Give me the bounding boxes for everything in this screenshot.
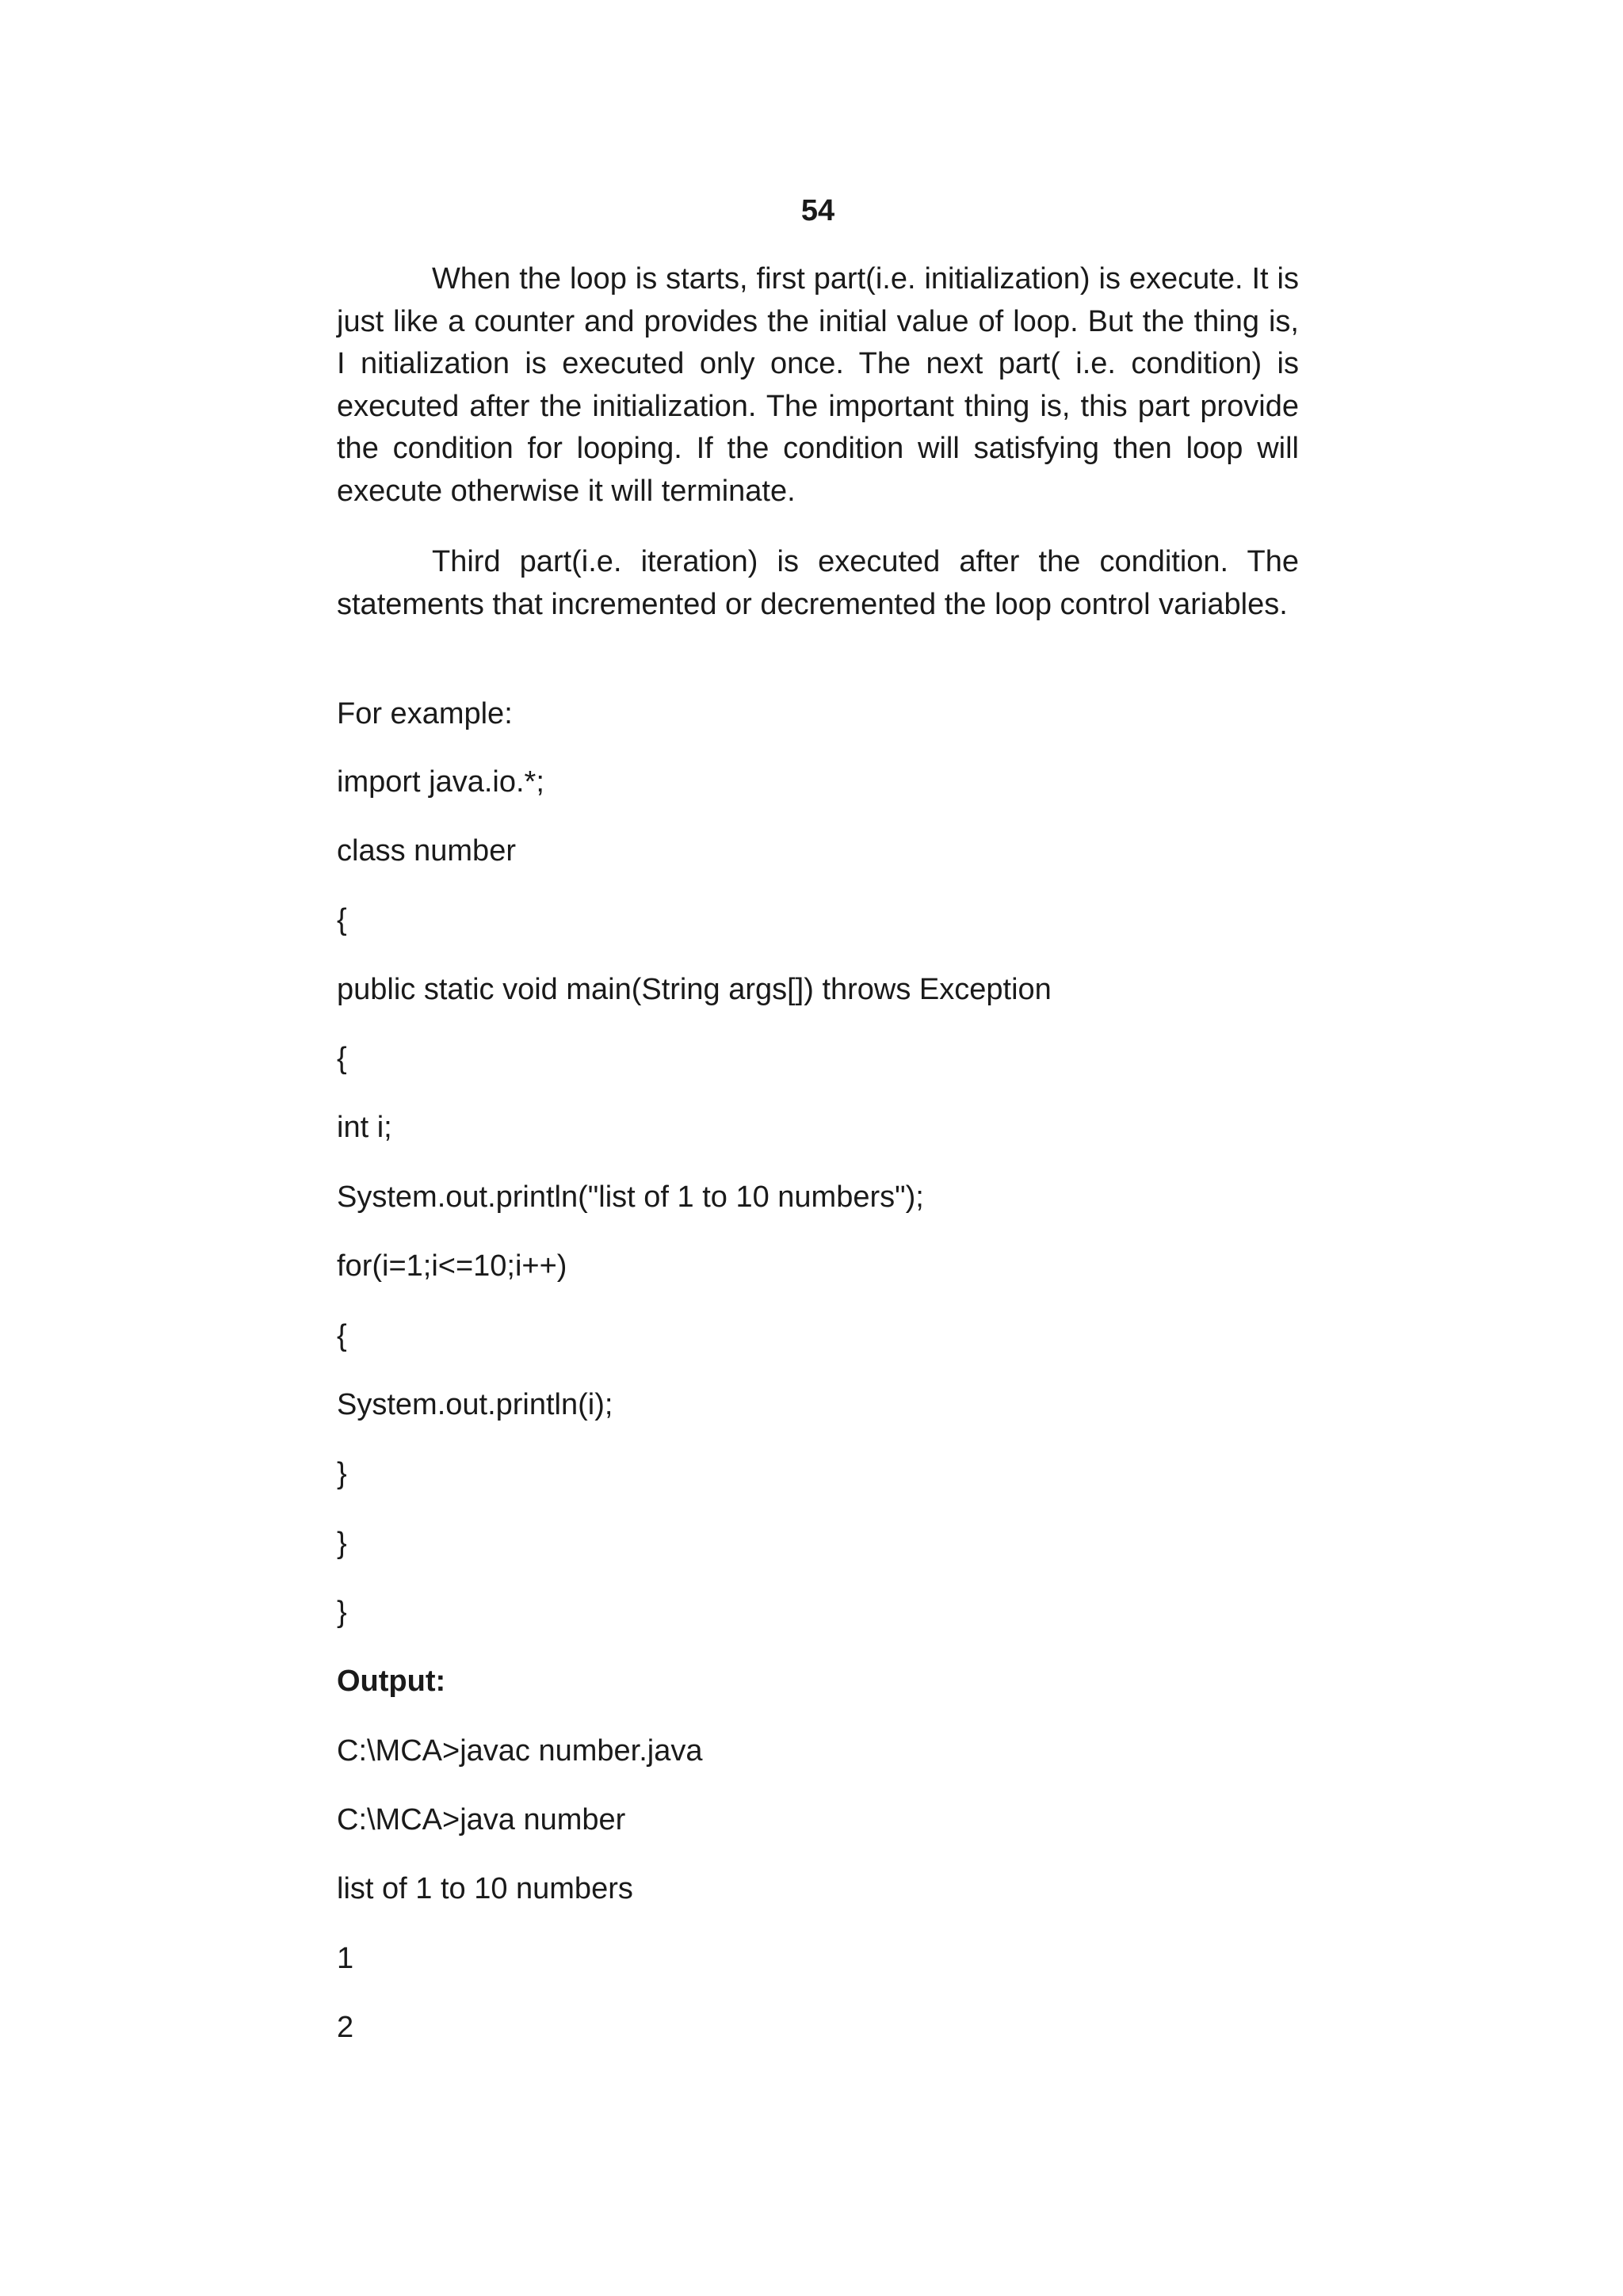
code-line: class number (337, 834, 516, 868)
document-page (337, 0, 1299, 2296)
output-line: 2 (337, 2011, 354, 2044)
code-line: int i; (337, 1111, 392, 1144)
code-line: { (337, 1042, 347, 1075)
code-line: { (337, 1319, 347, 1352)
output-line: C:\MCA>java number (337, 1803, 626, 1836)
output-heading: Output: (337, 1665, 446, 1698)
code-line: System.out.println("list of 1 to 10 numbers"); (337, 1180, 924, 1214)
output-line: list of 1 to 10 numbers (337, 1872, 633, 1905)
page-number: 54 (800, 194, 835, 227)
code-line: System.out.println(i); (337, 1388, 613, 1421)
code-line: } (337, 1457, 347, 1490)
code-line: { (337, 903, 347, 936)
paragraph-initialization: When the loop is starts, first part(i.e. initialization) is execute. It is just like a counter and provides the initial value of loop. But the thing is, I nitialization is executed only once. The next part( i.e. condition) is executed after the initialization. The important thing is, this part provide the condition for looping. If the condition will satisfying then loop will execute otherwise it will terminate. (337, 262, 1299, 508)
code-line: import java.io.*; (337, 765, 544, 799)
code-line: } (337, 1596, 347, 1629)
output-line: 1 (337, 1942, 354, 1975)
example-label: For example: (337, 697, 513, 730)
code-line: public static void main(String args[]) throws Exception (337, 973, 1052, 1006)
output-line: C:\MCA>javac number.java (337, 1734, 703, 1768)
code-line: } (337, 1527, 347, 1560)
paragraph-iteration: Third part(i.e. iteration) is executed after the condition. The statements that incremented or decremented the loop control variables. (337, 545, 1299, 621)
code-line: for(i=1;i<=10;i++) (337, 1249, 567, 1283)
